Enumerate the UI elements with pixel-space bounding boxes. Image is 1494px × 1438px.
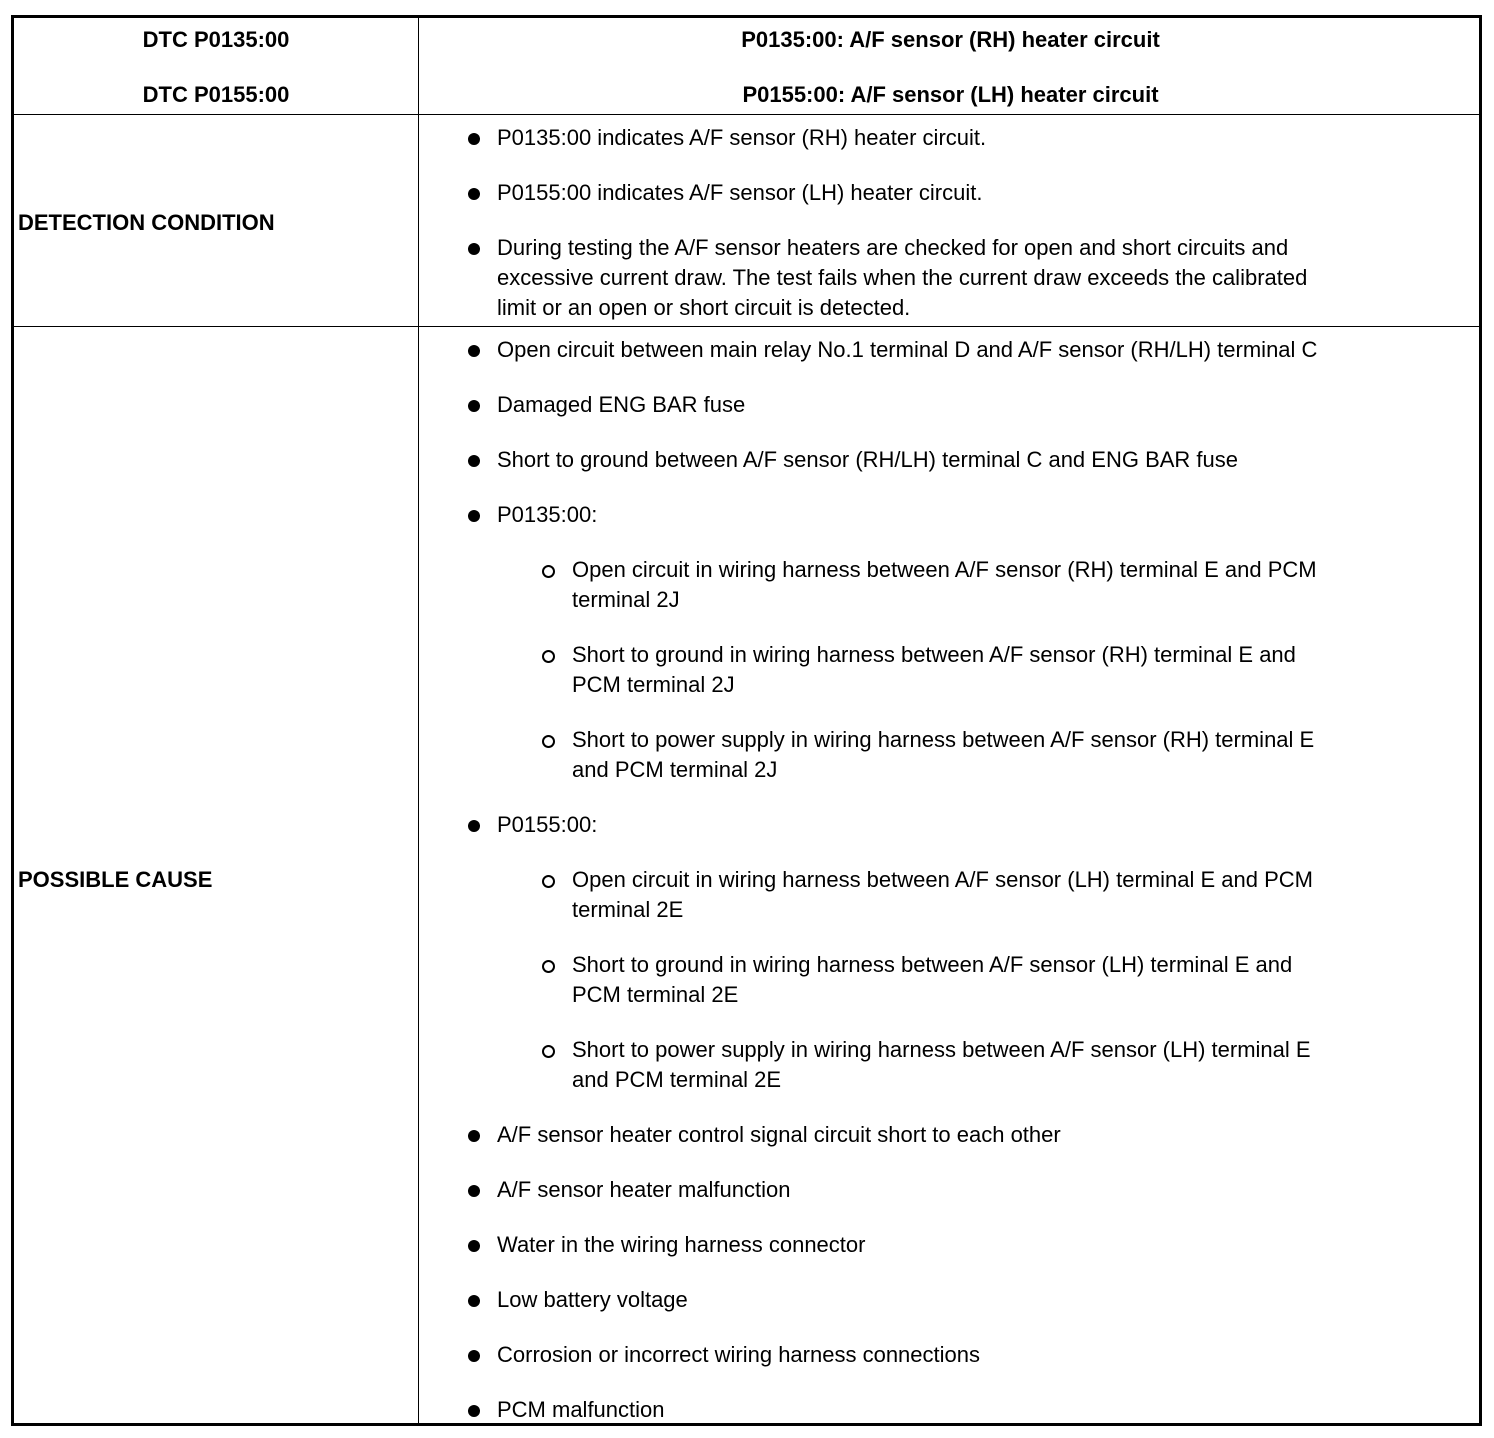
cause-item-10: Corrosion or incorrect wiring harness connections xyxy=(497,1342,980,1367)
bullet-icon xyxy=(468,1130,480,1142)
cause-subitem-6: Short to power supply in wiring harness between A/F sensor (LH) terminal E and PCM terminal 2E xyxy=(572,1037,1311,1092)
dtc-code-1: DTC P0135:00 xyxy=(142,27,290,52)
circle-bullet-icon xyxy=(542,735,555,748)
cause-item-3: Short to ground between A/F sensor (RH/LH) terminal C and ENG BAR fuse xyxy=(497,447,1238,472)
cause-item-9: Low battery voltage xyxy=(497,1287,688,1312)
bullet-icon xyxy=(468,133,480,145)
dtc-code-2: DTC P0155:00 xyxy=(142,82,290,107)
circle-bullet-icon xyxy=(542,875,555,888)
bullet-icon xyxy=(468,1295,480,1307)
bullet-icon xyxy=(468,400,480,412)
cause-subitem-1: Open circuit in wiring harness between A/F sensor (RH) terminal E and PCM terminal 2J xyxy=(572,557,1317,612)
cause-subitem-3: Short to power supply in wiring harness between A/F sensor (RH) terminal E and PCM terminal 2J xyxy=(572,727,1315,782)
circle-bullet-icon xyxy=(542,565,555,578)
dtc-title-1: P0135:00: A/F sensor (RH) heater circuit xyxy=(741,27,1160,52)
cause-item-1: Open circuit between main relay No.1 terminal D and A/F sensor (RH/LH) terminal C xyxy=(497,337,1318,362)
detection-item-2: P0155:00 indicates A/F sensor (LH) heater circuit. xyxy=(497,180,983,205)
cause-subitem-4: Open circuit in wiring harness between A/F sensor (LH) terminal E and PCM terminal 2E xyxy=(572,867,1313,922)
bullet-icon xyxy=(468,820,480,832)
dtc-table xyxy=(11,15,1482,1426)
row-divider-header xyxy=(14,114,1479,115)
cause-item-11: PCM malfunction xyxy=(497,1397,665,1422)
bullet-icon xyxy=(468,510,480,522)
cause-item-4: P0135:00: xyxy=(497,502,598,527)
dtc-title-2: P0155:00: A/F sensor (LH) heater circuit xyxy=(742,82,1159,107)
cause-subitem-2: Short to ground in wiring harness between A/F sensor (RH) terminal E and PCM terminal 2J xyxy=(572,642,1296,697)
detection-item-1: P0135:00 indicates A/F sensor (RH) heater circuit. xyxy=(497,125,987,150)
possible-cause-label: POSSIBLE CAUSE xyxy=(18,867,213,892)
circle-bullet-icon xyxy=(542,960,555,973)
bullet-icon xyxy=(468,243,480,255)
cause-subitem-5: Short to ground in wiring harness between A/F sensor (LH) terminal E and PCM terminal 2E xyxy=(572,952,1293,1007)
bullet-icon xyxy=(468,188,480,200)
bullet-icon xyxy=(468,345,480,357)
cause-item-6: A/F sensor heater control signal circuit short to each other xyxy=(497,1122,1061,1147)
circle-bullet-icon xyxy=(542,650,555,663)
column-divider xyxy=(418,18,419,1423)
detection-condition-label: DETECTION CONDITION xyxy=(18,210,275,235)
circle-bullet-icon xyxy=(542,1045,555,1058)
bullet-icon xyxy=(468,1405,480,1417)
cause-item-7: A/F sensor heater malfunction xyxy=(497,1177,791,1202)
cause-item-5: P0155:00: xyxy=(497,812,598,837)
row-divider-detection xyxy=(14,326,1479,327)
detection-item-3: During testing the A/F sensor heaters are checked for open and short circuits and excessive current draw. The test fails when the current draw exceeds the calibrated limit or an open or short circuit is detected. xyxy=(497,235,1308,320)
cause-item-2: Damaged ENG BAR fuse xyxy=(497,392,746,417)
bullet-icon xyxy=(468,1185,480,1197)
bullet-icon xyxy=(468,1350,480,1362)
cause-item-8: Water in the wiring harness connector xyxy=(497,1232,866,1257)
bullet-icon xyxy=(468,1240,480,1252)
bullet-icon xyxy=(468,455,480,467)
